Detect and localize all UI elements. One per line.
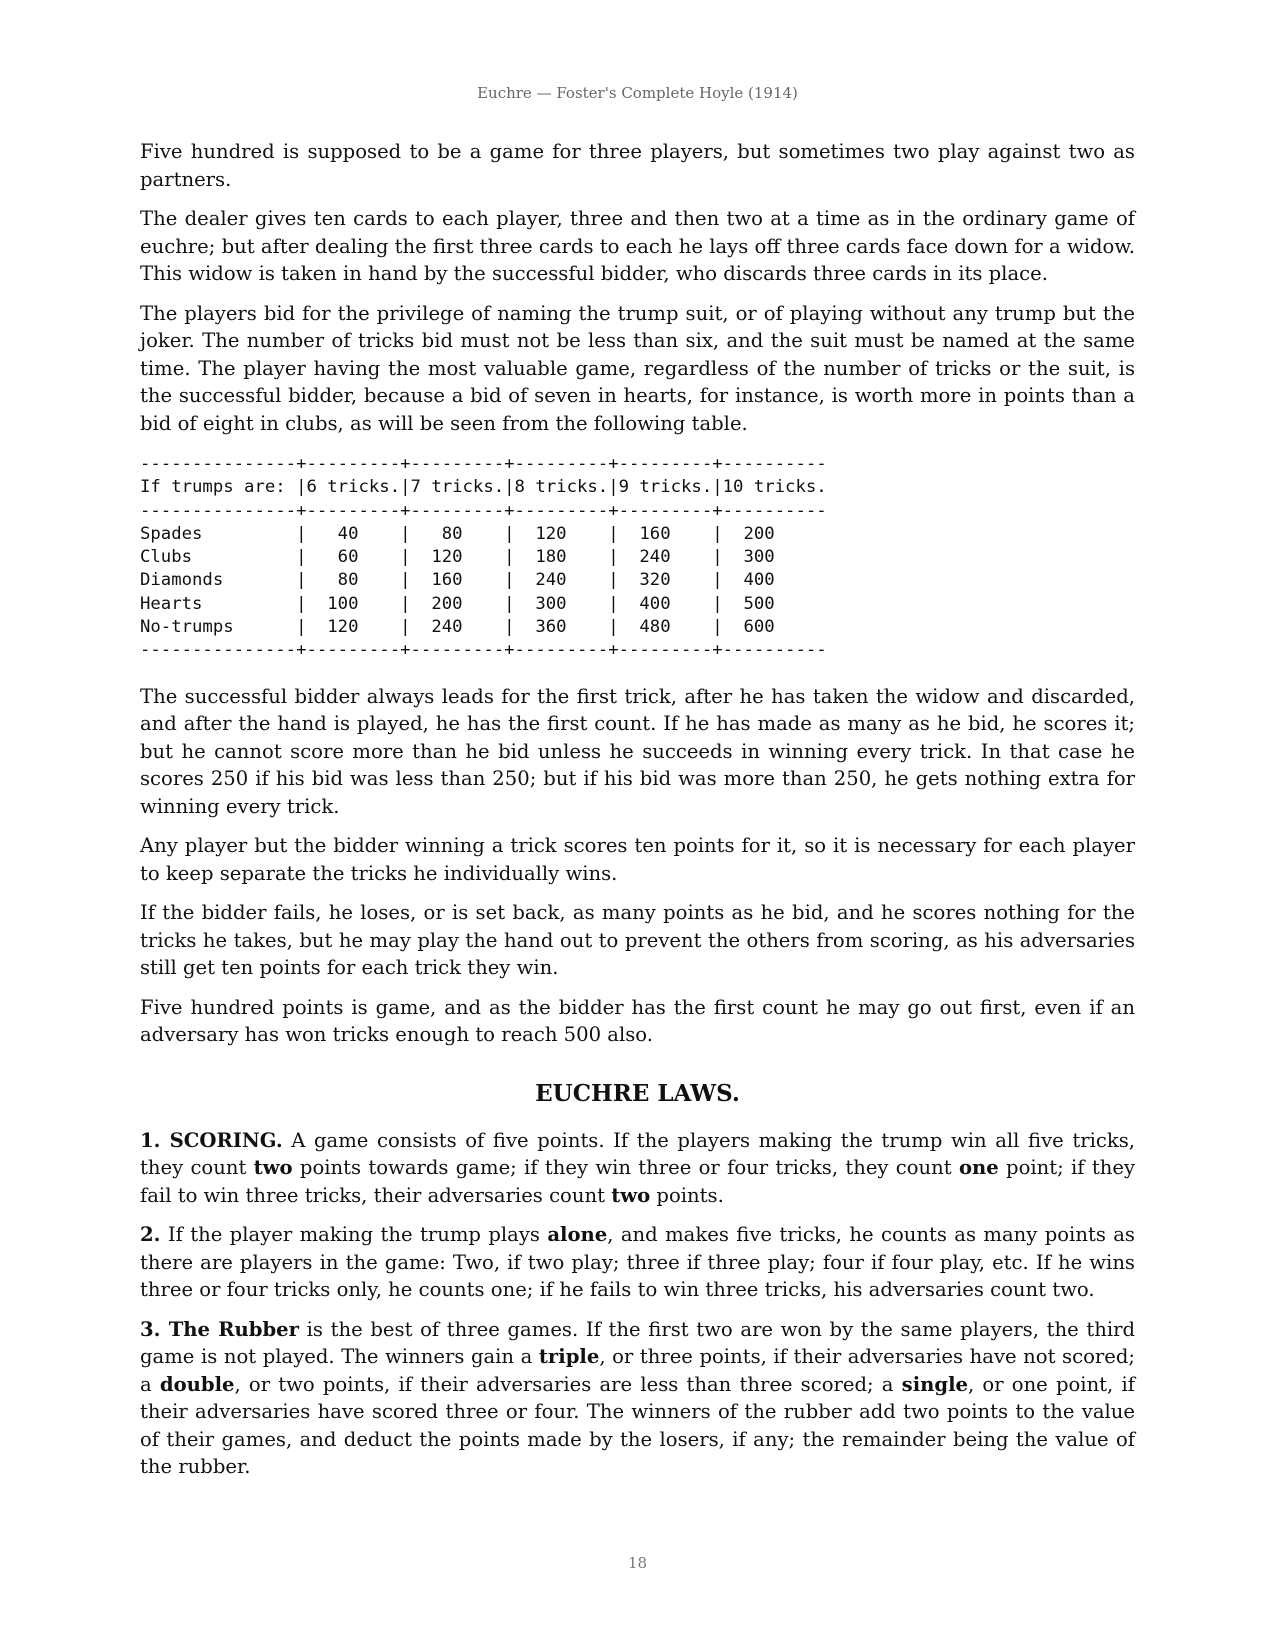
law-emphasis: two — [253, 1156, 293, 1180]
law-text: point; if they fail to win three tricks, their adversaries count — [140, 1156, 1136, 1207]
law-emphasis: single — [901, 1372, 969, 1396]
law-label: 1. SCORING. — [140, 1128, 283, 1152]
table-header-row: If trumps are: |6 tricks.|7 tricks.|8 tricks.|9 tricks.|10 tricks. — [140, 477, 827, 498]
table-row: Diamonds | 80 | 160 | 240 | 320 | 400 — [140, 570, 775, 591]
score-table — [140, 453, 1135, 663]
page-number: 18 — [627, 1554, 648, 1572]
law-text: , or three points, if their adversaries have not scored; a — [140, 1345, 1135, 1396]
law-label: 3. The Rubber — [140, 1317, 299, 1341]
law-text: points towards game; if they win three or four tricks, they count — [292, 1156, 959, 1180]
paragraph: The successful bidder always leads for the first trick, after he has taken the widow and discarded, and after the hand is played, he has the first count. If he has made as many as he bid, he scores it; but he cannot score more than he bid unless he succeeds in winning every trick. In that case he scores 250 if his bid was less than 250; but if his bid was more than 250, he gets nothing extra for winning every trick. — [140, 684, 1135, 818]
paragraph: The dealer gives ten cards to each player, three and then two at a time as in the ordinary game of euchre; but after dealing the first three cards to each he lays off three cards face down for a widow. This widow is taken in hand by the successful bidder, who discards three cards in its place. — [140, 207, 1135, 285]
section-heading: EUCHRE LAWS. — [535, 1079, 740, 1107]
table-rule: ---------------+---------+---------+---------+---------+---------- — [140, 500, 827, 521]
law-text: points. — [650, 1183, 724, 1207]
paragraph: Five hundred points is game, and as the bidder has the first count he may go out first, even if an adversary has won tricks enough to reach 500 also. — [140, 995, 1135, 1047]
table-row: Spades | 40 | 80 | 120 | 160 | 200 — [140, 523, 775, 544]
law-3 — [140, 1316, 1135, 1481]
law-text: , or two points, if their adversaries are less than three scored; a — [234, 1372, 902, 1396]
law-label: 2. — [140, 1223, 161, 1247]
law-emphasis: double — [159, 1372, 235, 1396]
law-emphasis: triple — [538, 1345, 600, 1369]
law-emphasis: alone — [547, 1223, 608, 1247]
law-emphasis: two — [611, 1183, 651, 1207]
law-1 — [140, 1127, 1135, 1210]
law-text: is the best of three games. If the first two are won by the same players, the third game is not played. The winners gain a — [140, 1317, 1136, 1369]
table-row: No-trumps | 120 | 240 | 360 | 480 | 600 — [140, 617, 775, 638]
law-2 — [140, 1221, 1135, 1304]
table-row: Hearts | 100 | 200 | 300 | 400 | 500 — [140, 593, 775, 614]
paragraph: Any player but the bidder winning a trick scores ten points for it, so it is necessary for each player to keep separate the tricks he individually wins. — [140, 834, 1135, 885]
table-rule: ---------------+---------+---------+---------+---------+---------- — [140, 640, 827, 661]
law-text: If the player making the trump plays — [160, 1223, 548, 1247]
table-rule: ---------------+---------+---------+---------+---------+---------- — [140, 454, 827, 474]
paragraph: The players bid for the privilege of naming the trump suit, or of playing without any trump but the joker. The number of tricks bid must not be less than six, and the suit must be named at the same time. The player having the most valuable game, regardless of the number of tricks or the suit, is the successful bidder, because a bid of seven in hearts, for instance, is worth more in points than a bid of eight in clubs, as will be seen from the following table. — [140, 301, 1135, 435]
page-body — [140, 138, 1135, 1493]
table-row: Clubs | 60 | 120 | 180 | 240 | 300 — [140, 547, 775, 568]
law-text: , or one point, if their adversaries have scored three or four. The winners of the rubber add two points to the value of their games, and deduct the points made by the losers, if any; the remainder being the value of the rubber. — [140, 1372, 1135, 1479]
paragraph: If the bidder fails, he loses, or is set back, as many points as he bid, and he scores nothing for the tricks he takes, but he may play the hand out to prevent the others from scoring, as his adversaries still get ten points for each trick they win. — [140, 901, 1135, 980]
law-text: A game consists of five points. If the players making the trump win all five tricks, they count — [140, 1128, 1135, 1180]
running-header: Euchre — Foster's Complete Hoyle (1914) — [477, 84, 798, 102]
paragraph: Five hundred is supposed to be a game for three players, but sometimes two play against two as partners. — [140, 140, 1135, 191]
law-text: , and makes five tricks, he counts as many points as there are players in the game: Two, if two play; three if three play; four if four play, etc. If he wins three or four tricks only, he counts one; if he fails to win three tricks, his adversaries count two. — [140, 1223, 1135, 1302]
law-emphasis: one — [958, 1156, 999, 1180]
